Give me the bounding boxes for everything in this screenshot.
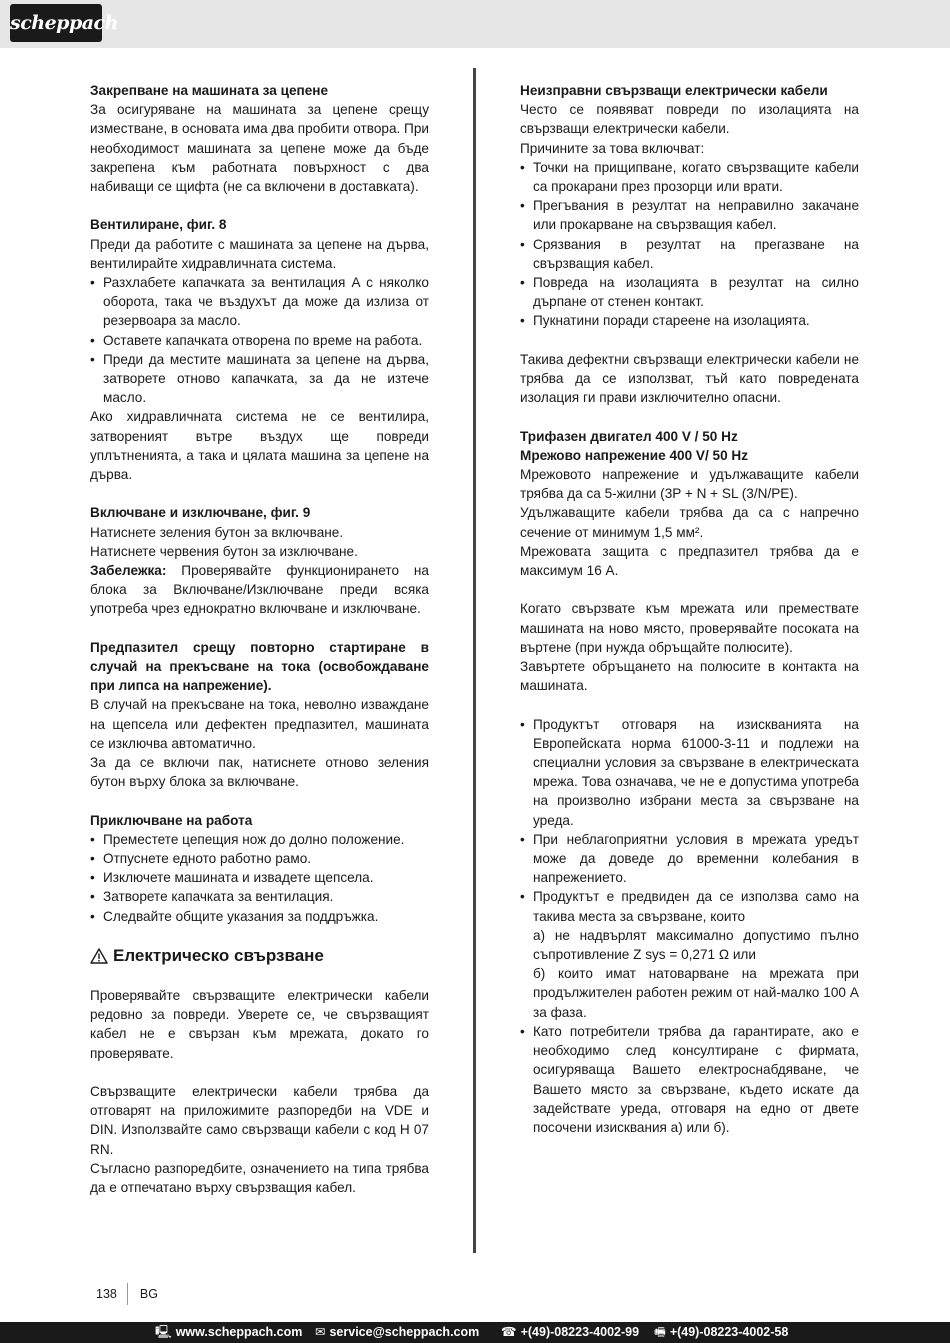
list-item: [520, 887, 859, 1021]
section-rotation: [520, 599, 859, 695]
electric-heading: [90, 945, 429, 967]
section-three-phase: [520, 427, 859, 581]
note-text: Проверявайте функционирането на блока за Включване/Изключване преди всяка употреба чрез еднократно включване и изключване.: [90, 563, 429, 617]
warning-icon: [90, 948, 108, 964]
list-item: • Пукнатини поради стареене на изолацията.: [520, 311, 859, 330]
column-divider: [473, 68, 476, 1253]
section-venting: [90, 215, 429, 484]
section-requirements: [520, 715, 859, 1137]
paragraph: Преди да работите с машината за цепене на дърва, вентилирайте хидравличната система.: [90, 236, 429, 271]
phone-icon: ☎: [501, 1325, 517, 1339]
paragraph: Удължаващите кабели трябва да са с напречно сечение от минимум 1,5 мм².: [520, 505, 859, 540]
computer-icon: 🖳: [155, 1325, 172, 1339]
list-item-sub-a: а) не надвърлят максимално допустимо пълно съпротивление Z sys = 0,271 Ω или: [533, 927, 859, 963]
language-code: BG: [139, 1287, 158, 1301]
section-title: Закрепване на машината за цепене: [90, 83, 329, 98]
fax-icon: 🖷: [654, 1325, 666, 1339]
list-item: • Затворете капачката за вентилация.: [90, 887, 429, 906]
list-item: • Преди да местите машината за цепене на дърва, затворете отново капачката, за да не изтече масло.: [90, 350, 429, 408]
section-switch: [90, 503, 429, 618]
list-item: • Следвайте общите указания за поддръжка.: [90, 907, 429, 926]
paragraph: Когато свързвате към мрежата или премествате машината на ново място, проверявайте посоката на въртене (при нужда обръщайте полюсите).: [520, 601, 859, 655]
list-item: • Преместете цепещия нож до долно положение.: [90, 830, 429, 849]
section-subtitle: Мрежово напрежение 400 V/ 50 Hz: [520, 447, 749, 463]
header-bar: [0, 0, 950, 48]
electric-p2: [90, 1082, 429, 1197]
page-footer: [96, 1283, 158, 1305]
contact-bar: [0, 1322, 950, 1343]
paragraph: Съгласно разпоредбите, означението на типа трябва да е отпечатано върху свързващия кабел.: [90, 1160, 429, 1196]
list-item: • При неблагоприятни условия в мрежата уредът може да доведе до временни колебания в напрежението.: [520, 830, 859, 888]
list-item: • Срязвания в резултат на прегазване на свързващия кабел.: [520, 235, 859, 273]
paragraph: Завъртете обръщането на полюсите в контакта на машината.: [520, 659, 859, 694]
footer-separator: [127, 1283, 128, 1305]
section-title: Неизправни свързващи електрически кабели: [520, 83, 828, 98]
email-contact: [315, 1322, 479, 1343]
section-title: Приключване на работа: [90, 812, 253, 828]
paragraph: Натиснете червения бутон за изключване.: [90, 543, 358, 559]
note-label: Забележка:: [90, 563, 167, 579]
paragraph: Често се появяват повреди по изолацията на свързващи електрически кабели.: [520, 102, 859, 137]
section-securing: [90, 81, 429, 196]
paragraph: Натиснете зеления бутон за включване.: [90, 524, 344, 540]
paragraph: В случай на прекъсване на тока, неволно изваждане на щепсела или дефектен предпазител, машината се изключва автоматично.: [90, 697, 429, 751]
section-title: Вентилиране, фиг. 8: [90, 217, 227, 233]
list-item: • Като потребители трябва да гарантирате, ако е необходимо след консултиране с фирмата, осигуряваща Вашето електроснабдяване, че Вашето място за свързване, където искате да задействате уреда, отговаря на едно от двете посочени изисквания а) или б).: [520, 1022, 859, 1137]
section-title: Включване и изключване, фиг. 9: [90, 505, 311, 521]
list-item: • Прегъвания в резултат на неправилно закачане или прокарване на свързващия кабел.: [520, 196, 859, 234]
list-item: • Отпуснете едното работно рамо.: [90, 849, 429, 868]
list-item: • Оставете капачката отворена по време на работа.: [90, 331, 429, 350]
list-item: • Разхлабете капачката за вентилация A с няколко оборота, така че въздухът да може да излиза от резервоара за масло.: [90, 273, 429, 331]
paragraph: Ако хидравличната система не се вентилира, затвореният вътре въздух ще повреди уплътненията, а така и цялата машина за цепене на дърва.: [90, 409, 429, 483]
fax-number: +(49)-08223-4002-58: [669, 1325, 789, 1339]
left-column: [90, 81, 429, 1197]
electric-p1: [90, 986, 429, 1063]
paragraph: Такива дефектни свързващи електрически кабели не трябва да се използват, тъй като повредената изолация ги прави изключително опасни.: [520, 351, 859, 406]
paragraph: Проверявайте свързващите електрически кабели редовно за повреди. Уверете се, че свързващият кабел не е свързан към мрежата, докато го проверявате.: [90, 988, 429, 1061]
section-defective-cables: [520, 81, 859, 331]
website-contact: [155, 1322, 302, 1343]
phone-contact: [501, 1322, 639, 1343]
fax-contact: [654, 1322, 788, 1343]
paragraph: Причините за това включват:: [520, 140, 705, 156]
bullet-list: [90, 273, 429, 407]
list-item: • Изключете машината и извадете щепсела.: [90, 868, 429, 887]
right-column: [520, 81, 859, 1137]
scheppach-logo: scheppach: [10, 4, 102, 42]
bullet-list: [90, 830, 429, 926]
list-item: • Точки на прищипване, когато свързващите кабели са прокарани през прозорци или врати.: [520, 158, 859, 196]
section-defective-warning: [520, 350, 859, 408]
section-finish-work: [90, 811, 429, 926]
bullet-list: [520, 158, 859, 331]
paragraph: За осигуряване на машината за цепене срещу изместване, в основата има два пробити отвора. При необходимост машината за цепене може да бъде закрепена към работната повърхност с два набиващи се щифта (не са включени в доставката).: [90, 102, 429, 195]
paragraph: Мрежовата защита с предпазител трябва да е максимум 16 A.: [520, 543, 859, 579]
paragraph: Мрежовото напрежение и удължаващите кабели трябва да са 5-жилни (3P + N + SL (3/N/PE).: [520, 467, 859, 502]
list-item: • Повреда на изолацията в резултат на силно дърпане от стенен контакт.: [520, 273, 859, 311]
section-restart-protection: [90, 638, 429, 792]
bullet-list: [520, 715, 859, 1137]
section-title: Предпазител срещу повторно стартиране в случай на прекъсване на тока (освобождаване при липса на напрежение).: [90, 639, 429, 694]
paragraph: Свързващите електрически кабели трябва да отговарят на приложимите разпоредби на VDE и DIN. Използвайте само свързващи кабели с код H 07 RN.: [90, 1084, 429, 1157]
phone-number: +(49)-08223-4002-99: [520, 1325, 640, 1339]
list-item: • Продуктът отговаря на изискванията на Европейската норма 61000-3-11 и подлежи на специални условия за свързване в електрическата мрежа. Това означава, че не е допустима употреба на произволно избрани места за свързване на уреда.: [520, 715, 859, 830]
page-number: 138: [96, 1287, 117, 1301]
paragraph: За да се включи пак, натиснете отново зеления бутон върху блока за включване.: [90, 755, 429, 790]
list-item-sub-b: б) които имат натоварване на мрежата при продължителен работен режим от най-малко 100 A за фаза.: [533, 966, 859, 1020]
email-link[interactable]: service@scheppach.com: [329, 1325, 480, 1339]
section-title: Трифазен двигател 400 V / 50 Hz: [520, 428, 738, 444]
list-item-text: • Продуктът е предвиден да се използва само на такива места за свързване, които: [533, 889, 859, 924]
mail-icon: ✉: [315, 1325, 326, 1339]
website-link[interactable]: www.scheppach.com: [175, 1325, 303, 1339]
heading-text: Електрическо свързване: [113, 946, 324, 966]
note-paragraph: [90, 561, 429, 619]
